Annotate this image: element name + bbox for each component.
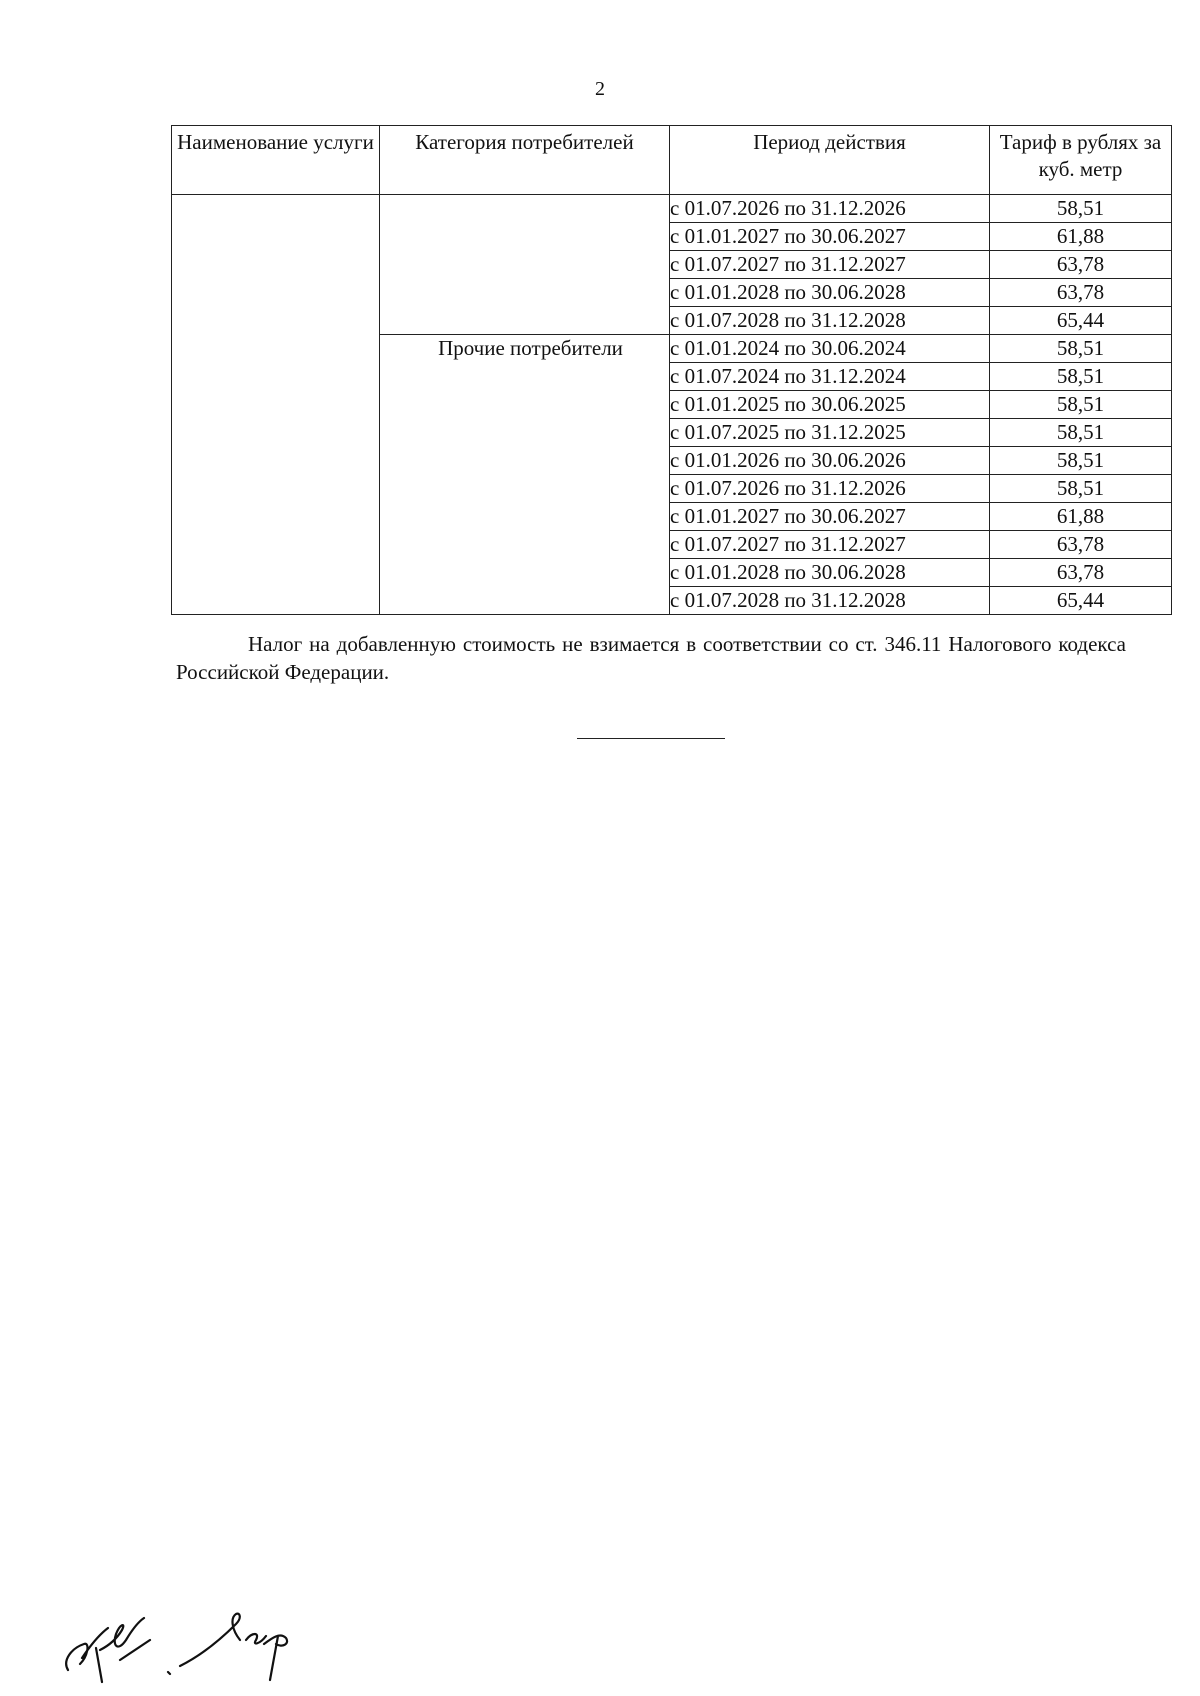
signature-2 [168, 1614, 287, 1680]
header-service-name: Наименование услуги [172, 126, 380, 195]
period-cell: с 01.07.2024 по 31.12.2024 [670, 363, 990, 391]
period-cell: с 01.01.2024 по 30.06.2024 [670, 335, 990, 363]
tariff-cell: 65,44 [990, 587, 1172, 615]
table-header-row [172, 126, 1172, 195]
vat-note [176, 630, 1126, 686]
period-cell: с 01.07.2027 по 31.12.2027 [670, 251, 990, 279]
period-cell: с 01.07.2026 по 31.12.2026 [670, 475, 990, 503]
period-cell: с 01.01.2027 по 30.06.2027 [670, 223, 990, 251]
tariff-cell: 58,51 [990, 335, 1172, 363]
tariff-cell: 61,88 [990, 223, 1172, 251]
service-name-cell [172, 195, 380, 615]
signature-1 [66, 1618, 150, 1682]
header-period: Период действия [670, 126, 990, 195]
period-cell: с 01.01.2025 по 30.06.2025 [670, 391, 990, 419]
period-cell: с 01.07.2025 по 31.12.2025 [670, 419, 990, 447]
period-cell: с 01.07.2028 по 31.12.2028 [670, 307, 990, 335]
header-tariff: Тариф в рублях за куб. метр [990, 126, 1172, 195]
page-number: 2 [595, 78, 605, 100]
tariff-cell: 58,51 [990, 475, 1172, 503]
category-label: Прочие потребители [438, 336, 623, 360]
tariff-cell: 58,51 [990, 391, 1172, 419]
tariff-cell: 58,51 [990, 363, 1172, 391]
period-cell: с 01.01.2026 по 30.06.2026 [670, 447, 990, 475]
category-cell-other-consumers [380, 335, 670, 615]
handwritten-signatures [60, 1600, 320, 1690]
period-cell: с 01.01.2027 по 30.06.2027 [670, 503, 990, 531]
category-cell-previous [380, 195, 670, 335]
tariff-table [171, 125, 1172, 615]
tariff-cell: 63,78 [990, 531, 1172, 559]
tariff-cell: 63,78 [990, 251, 1172, 279]
tariff-cell: 63,78 [990, 279, 1172, 307]
header-consumer-category: Категория потребителей [380, 126, 670, 195]
period-cell: с 01.07.2027 по 31.12.2027 [670, 531, 990, 559]
table-row [172, 195, 1172, 223]
period-cell: с 01.07.2028 по 31.12.2028 [670, 587, 990, 615]
period-cell: с 01.07.2026 по 31.12.2026 [670, 195, 990, 223]
tariff-cell: 63,78 [990, 559, 1172, 587]
tariff-cell: 58,51 [990, 195, 1172, 223]
tariff-cell: 58,51 [990, 447, 1172, 475]
vat-note-text: Налог на добавленную стоимость не взимается в соответствии со ст. 346.11 Налогового кодекса Российской Федерации. [176, 632, 1126, 684]
period-cell: с 01.01.2028 по 30.06.2028 [670, 559, 990, 587]
tariff-cell: 61,88 [990, 503, 1172, 531]
tariff-cell: 65,44 [990, 307, 1172, 335]
tariff-cell: 58,51 [990, 419, 1172, 447]
period-cell: с 01.01.2028 по 30.06.2028 [670, 279, 990, 307]
end-divider-line [577, 738, 725, 739]
